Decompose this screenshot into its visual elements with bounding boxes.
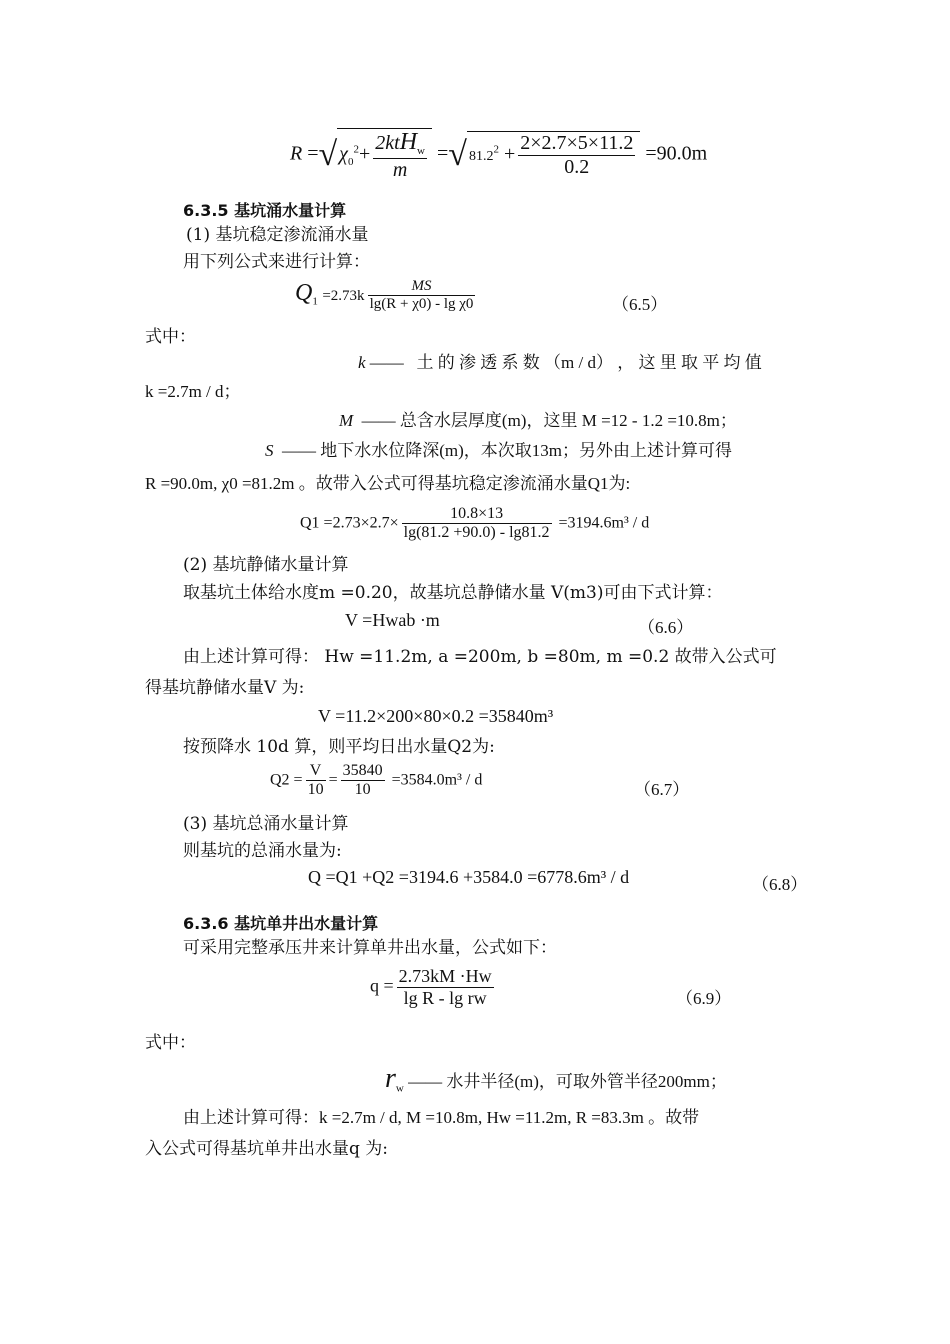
def-text: 总含水层厚度(m)，这里 M =12 - 1.2 =10.8m； xyxy=(399,411,737,430)
eq-result: =90.0m xyxy=(645,142,708,165)
eq-result: =3584.0m³ / d xyxy=(391,771,483,789)
equation-6-5 xyxy=(295,278,478,314)
def-subscript: w xyxy=(395,1082,404,1095)
def-dash: —— xyxy=(408,1072,443,1091)
equation-number-6-6: （6.6） xyxy=(638,618,694,637)
eq-coefficient: =2.73k xyxy=(322,287,365,304)
def-symbol: k xyxy=(358,353,366,372)
definition-k-cont: k =2.7m / d； xyxy=(145,382,241,401)
eq-numerator: 2.73kM ·Hw xyxy=(398,966,492,986)
calc-line-1: 由上述计算可得： Hw =11.2m, a =200m, b =80m, m =0.2 故带入公式可 xyxy=(183,647,777,667)
eq-numerator: V xyxy=(309,762,322,779)
def-dash: —— xyxy=(282,441,316,460)
equation-number-6-9: （6.9） xyxy=(676,989,732,1008)
section-heading-6-3-5: 6.3.5 基坑涌水量计算 xyxy=(183,201,347,220)
def-text: 土 的 渗 透 系 数 （m / d） ， 这 里 取 平 均 值 xyxy=(416,353,762,372)
intro-text: 用下列公式来进行计算： xyxy=(183,252,370,272)
equation-number-6-8: （6.8） xyxy=(752,875,808,894)
equation-6-9 xyxy=(370,966,497,1008)
equation-v: V =11.2×200×80×0.2 =35840m³ xyxy=(318,706,554,726)
eq-denominator: lg(81.2 +90.0) - lg81.2 xyxy=(403,524,550,542)
subsection-2: (2) 基坑静储水量计算 xyxy=(183,555,349,575)
def-dash: —— xyxy=(361,411,396,430)
eq-symbol: 2kt xyxy=(375,132,400,154)
def-text: 地下水水位降深(m)，本次取13m；另外由上述计算可得 xyxy=(320,441,733,460)
eq-result: =3194.6m³ / d xyxy=(558,514,650,532)
equation-6-6: V =Hwab ·m xyxy=(345,610,440,630)
eq-denominator: lg R - lg rw xyxy=(397,987,494,1009)
section-heading-6-3-6: 6.3.6 基坑单井出水量计算 xyxy=(183,914,379,933)
eq-lhs: q = xyxy=(370,975,394,996)
eq-symbol: R xyxy=(290,142,303,165)
equation-q1 xyxy=(300,505,649,543)
where-label-2: 式中： xyxy=(145,1033,196,1053)
definition-rw xyxy=(385,1063,727,1099)
eq-subscript: 1 xyxy=(312,295,318,308)
eq-symbol: H xyxy=(399,129,418,155)
equation-number-6-5: （6.5） xyxy=(612,295,668,314)
definition-S xyxy=(265,440,732,462)
equation-radius: R =√ $\chi_0^2+$ $\frac{2ktH_w}{m}$ =√ $81.2^2$ + $\frac{2\times 2.7\times 5\times 11.2}{0.2}$ =90.0m xyxy=(290,129,708,181)
eq-denominator: 10 xyxy=(341,780,385,799)
eq-denominator: lg(R + χ0) - lg χ0 xyxy=(369,296,474,313)
def-dash: —— xyxy=(369,353,404,372)
definition-M xyxy=(339,410,737,432)
subsection-1: (1) 基坑稳定渗流涌水量 xyxy=(186,225,369,245)
eq-numerator: 2×2.7×5×11.2 xyxy=(520,131,634,154)
eq-operator: = xyxy=(328,771,338,789)
where-label: 式中： xyxy=(145,327,196,347)
calc-line-2: 得基坑静储水量V 为: xyxy=(145,678,305,698)
def-text: 水井半径(m)，可取外管半径200mm； xyxy=(446,1072,727,1091)
eq-symbol: m xyxy=(392,158,408,181)
conclusion-line: R =90.0m, χ0 =81.2m 。故带入公式可得基坑稳定渗流涌水量Q1为: xyxy=(145,474,631,493)
eq-numerator: MS xyxy=(411,278,432,294)
eq-value: 81.2 xyxy=(468,148,494,164)
equation-6-8: Q =Q1 +Q2 =3194.6 +3584.0 =6778.6m³ / d xyxy=(308,867,630,887)
equation-6-7 xyxy=(270,762,482,800)
eq-symbol: Q xyxy=(295,279,313,306)
subsection-2-text: 取基坑土体给水度m =0.20，故基坑总静储水量 V(m3)可由下式计算： xyxy=(183,583,723,603)
eq-lhs: Q1 =2.73×2.7× xyxy=(300,514,399,532)
eq-symbol: χ xyxy=(339,142,348,165)
eq-denominator: 10 xyxy=(307,781,324,799)
equation-number-6-7: （6.7） xyxy=(634,780,690,799)
final-line-2: 入公式可得基坑单井出水量q 为: xyxy=(145,1139,389,1159)
eq-numerator: 10.8×13 xyxy=(450,505,504,522)
section-6-3-6-text: 可采用完整承压井来计算单井出水量，公式如下： xyxy=(183,938,557,958)
subsection-3-text: 则基坑的总涌水量为: xyxy=(183,841,342,861)
eq-lhs: Q2 = xyxy=(270,771,303,789)
eq-denominator: 0.2 xyxy=(518,155,635,179)
def-symbol: M xyxy=(339,411,354,430)
eq-subscript: w xyxy=(417,145,425,157)
subsection-3: (3) 基坑总涌水量计算 xyxy=(183,814,349,834)
def-symbol: r xyxy=(385,1063,396,1094)
definition-k xyxy=(358,352,806,374)
eq-numerator: 35840 xyxy=(342,762,383,779)
def-symbol: S xyxy=(265,441,274,460)
pre-equation-6-7: 按预降水 10d 算，则平均日出水量Q2为: xyxy=(183,737,495,757)
final-line-1: 由上述计算可得：k =2.7m / d, M =10.8m, Hw =11.2m, R =83.3m 。故带 xyxy=(183,1108,700,1127)
